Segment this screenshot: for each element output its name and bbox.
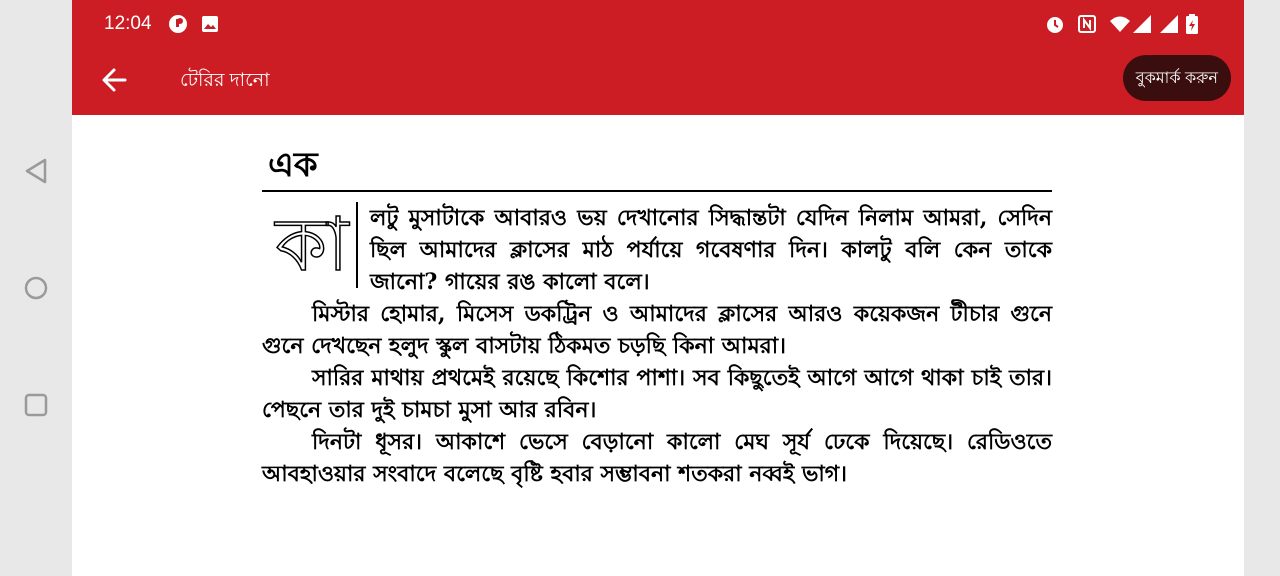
right-edge-strip <box>1244 0 1280 576</box>
recents-square-icon <box>23 392 49 418</box>
nfc-icon <box>1077 14 1097 34</box>
wifi-icon <box>1108 14 1132 34</box>
signal-icon <box>1159 14 1179 34</box>
nav-recents-button[interactable] <box>22 391 50 419</box>
nav-home-button[interactable] <box>22 274 50 302</box>
heading-divider <box>262 190 1052 192</box>
book-page <box>262 145 1052 505</box>
app-bar <box>72 0 1244 115</box>
page-title: টেরির দানো <box>180 70 270 91</box>
app-screen <box>72 0 1244 576</box>
status-time: 12:04 <box>104 13 152 34</box>
paragraph-4: দিনটা ধূসর। আকাশে ভেসে বেড়ানো কালো মেঘ সূর্য ঢেকে দিয়েছে। রেডিওতে আবহাওয়ার সংবাদে বলেছে বৃষ্টি হবার সম্ভাবনা শতকরা নব্বই ভাগ। <box>262 429 1052 487</box>
back-button[interactable] <box>98 64 130 96</box>
nav-back-button[interactable] <box>22 157 50 185</box>
signal-icon <box>1132 14 1152 34</box>
bookmark-button[interactable]: বুকমার্ক করুন <box>1123 55 1231 101</box>
system-nav-bar <box>0 0 72 576</box>
notification-app-icon <box>168 14 188 34</box>
back-triangle-icon <box>23 157 49 185</box>
arrow-left-icon <box>100 66 128 94</box>
paragraph-3: সারির মাথায় প্রথমেই রয়েছে কিশোর পাশা। সব কিছুতেই আগে আগে থাকা চাই তার। পেছনে তার দুই চামচা মুসা আর রবিন। <box>262 365 1052 423</box>
alarm-icon <box>1045 14 1065 34</box>
drop-cap: কা <box>268 202 358 288</box>
battery-icon <box>1185 14 1199 34</box>
home-circle-icon <box>23 275 49 301</box>
image-icon <box>200 14 220 34</box>
chapter-heading: এক <box>268 145 318 185</box>
paragraph-1: লটু মুসাটাকে আবারও ভয় দেখানোর সিদ্ধান্তটা যেদিন নিলাম আমরা, সেদিন ছিল আমাদের ক্লাসের মাঠ পর্যায়ে গবেষণার দিন। কালটু বলি কেন তাকে জানো? গায়ের রঙ কালো বলে। <box>370 205 1052 295</box>
paragraph-2: মিস্টার হোমার, মিসেস ডকট্রিন ও আমাদের ক্লাসের আরও কয়েকজন টীচার গুনে গুনে দেখছেন হলুদ স্কুল বাসটায় ঠিকমত চড়ছি কিনা আমরা। <box>262 301 1052 359</box>
